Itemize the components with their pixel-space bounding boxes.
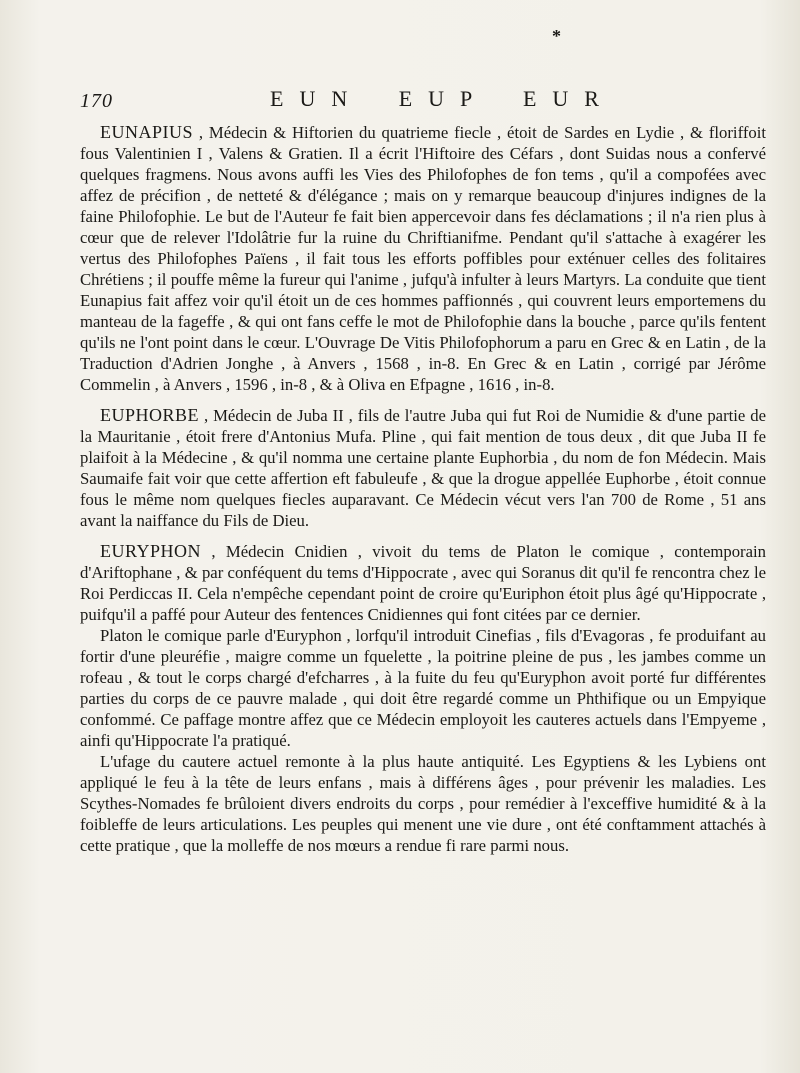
body-paragraph: L'ufage du cautere actuel remonte à la plus haute antiquité. Les Egyptiens & les Lybiens ont appliqué le feu à la tête de leurs enfans , mais à différens âges , pour prévenir les maladies. Les Scythes-Nomades fe brûloient divers endroits du corps , pour remédier à l'exceffive humidité & à la foibleffe de leurs articulations. Les peuples qui menent une vie dure , ont été conftamment attachés à cette pratique , que la molleffe de nos mœurs a rendue fi rare parmi nous.	[80, 752, 766, 855]
body-paragraph: Platon le comique parle d'Euryphon , lorfqu'il introduit Cinefias , fils d'Evagoras , fe produifant au fortir d'une pleuréfie , maigre comme un fquelette , la poitrine pleine de pus , les jambes comme un rofeau , & tout le corps chargé d'efcharres , à la fuite du feu qu'Euryphon avoit porté fur différentes parties du corps de ce pauvre malade , qui doit être regardé comme un Phthifique ou un Empyique confommé. Ce paffage montre affez que ce Médecin employoit les cauteres actuels dans l'Empyeme , ainfi qu'Hippocrate l'a pratiqué.	[80, 626, 766, 750]
entry-text: , Médecin & Hiftorien du quatrieme fiecle , étoit de Sardes en Lydie , & floriffoit fous Valentinien I , Valens & Gratien. Il a écrit l'Hiftoire des Céfars , dont Suidas nous a confervé quelques fragmens. Nous avons auffi les Vies des Philofophes de fon tems , qu'il a compofées avec affez de précifion , de netteté & d'élégance ; mais on y remarque beaucoup d'injures indignes de la faine Philofophie. Le but de l'Auteur fe fait bien appercevoir dans fes déclamations ; il n'a rien plus à cœur que de relever l'Idolâtrie fur la ruine du Chriftianifme. Pendant qu'il s'attache à exagérer les vertus des Philofophes Païens , il fait tous les efforts poffibles pour exténuer celles des folitaires Chrétiens ; il pouffe même la fureur qui l'anime , jufqu'à infulter à leurs Martyrs. La conduite que tient Eunapius fait affez voir qu'il étoit un de ces hommes paffionnés , qui couvrent leurs emportemens du manteau de la fageffe , & qui ont fans ceffe le mot de Philofophie dans la bouche , parce qu'ils fentent qu'ils ne l'ont point dans le cœur. L'Ouvrage De Vitis Philofophorum a paru en Grec & en Latin , de la Traduction d'Adrien Jonghe , à Anvers , 1568 , in-8. En Grec & en Latin , corrigé par Jérôme Commelin , à Anvers , 1596 , in-8 , & à Oliva en Efpagne , 1616 , in-8.	[80, 123, 766, 394]
page-number: 170	[80, 90, 113, 112]
entry-text: , Médecin de Juba II , fils de l'autre Juba qui fut Roi de Numidie & d'une partie de la Mauritanie , étoit frere d'Antonius Mufa. Pline , qui fait mention de tous deux , dit que Juba II fe plaifoit à la Médecine , & qu'il nomma une certaine plante Euphorbia , du nom de fon Médecin. Mais Saumaife fait voir que cette affertion eft fabuleufe , & que la drogue appellée Euphorbe , étoit connue fous le même nom quelques fiecles auparavant. Ce Médecin vécut vers l'an 700 de Rome , 51 ans avant la naiffance du Fils de Dieu.	[80, 406, 767, 530]
entry-euryphon	[80, 541, 766, 625]
entry-headword: EUPHORBE	[100, 405, 200, 425]
entry-euphorbe	[80, 405, 766, 531]
entry-headword: EUNAPIUS	[100, 122, 194, 142]
entry-eunapius	[80, 122, 766, 395]
entry-text: , Médecin Cnidien , vivoit du tems de Platon le comique , contemporain d'Ariftophane , & par conféquent du tems d'Hippocrate , avec qui Soranus dit qu'il fe rencontra chez le Roi Perdiccas II. Cela n'empêche cependant point de croire qu'Euriphon étoit plus âgé qu'Hippocrate , puifqu'il a paffé pour Auteur des fentences Cnidiennes qui font citées par ce dernier.	[80, 542, 766, 624]
running-head: EUN EUP EUR	[270, 86, 615, 111]
entry-headword: EURYPHON	[100, 541, 202, 561]
corner-mark: *	[552, 26, 561, 46]
page-header	[80, 86, 730, 116]
page-body	[80, 122, 766, 856]
